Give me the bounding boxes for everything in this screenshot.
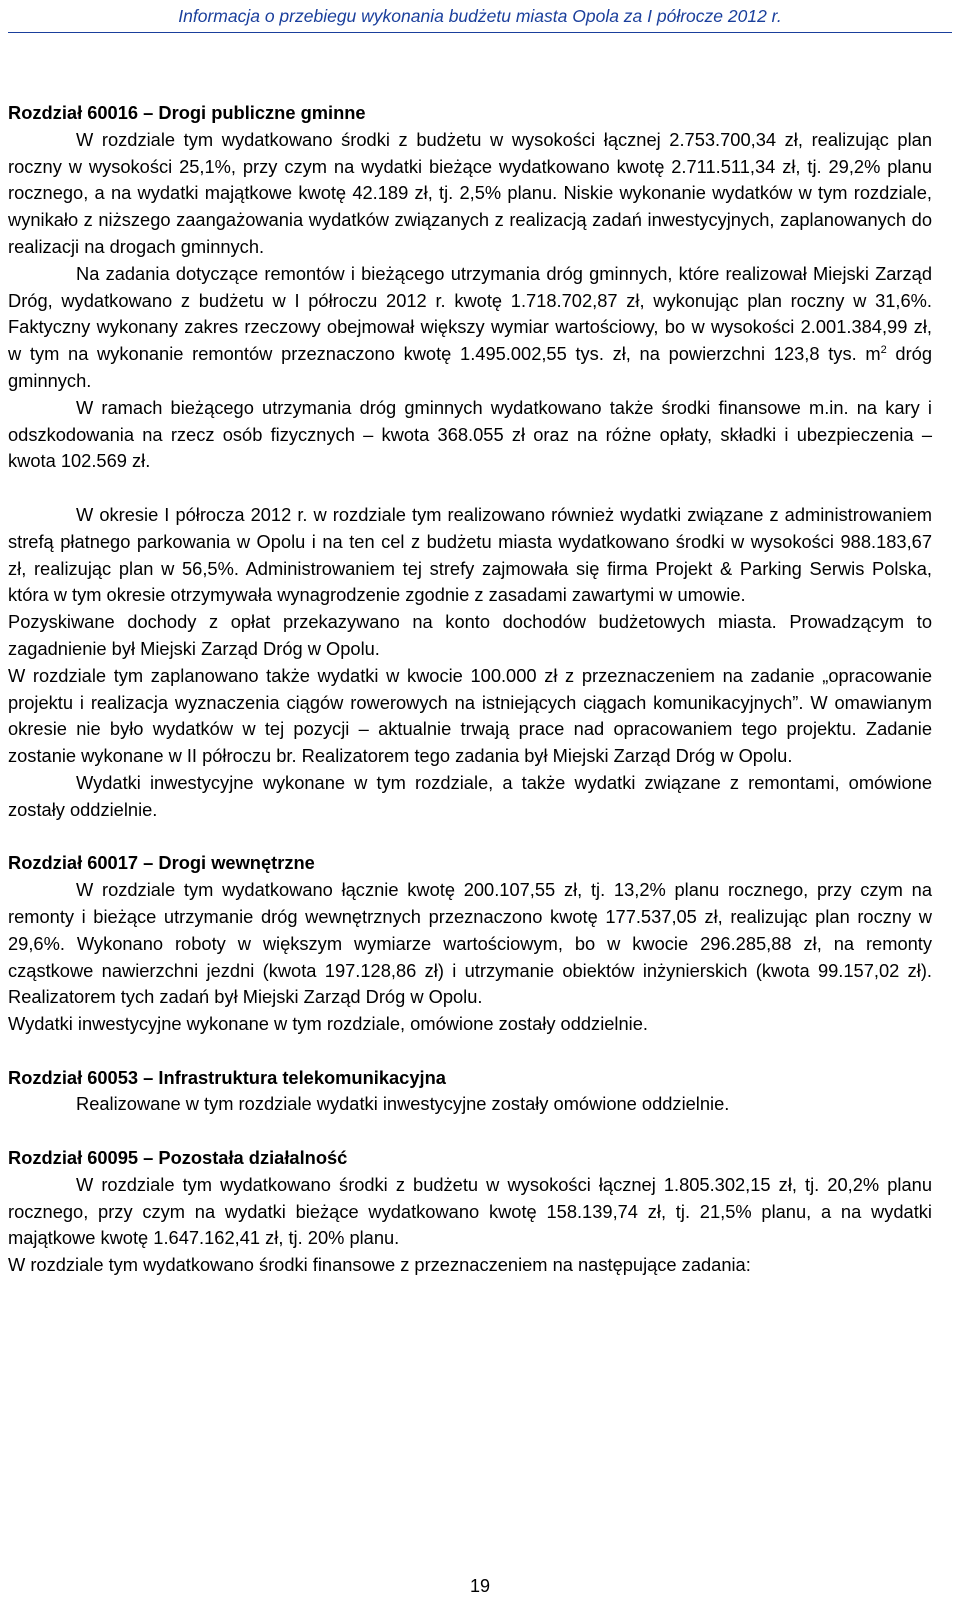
page-number: 19: [469, 1576, 491, 1596]
section-heading-60016: Rozdział 60016 – Drogi publiczne gminne: [8, 102, 366, 123]
paragraph: Wydatki inwestycyjne wykonane w tym rozdziale, a także wydatki związane z remontami, omówione zostały oddzielnie.: [8, 771, 932, 820]
paragraph: W rozdziale tym wydatkowano łącznie kwotę 200.107,55 zł, tj. 13,2% planu rocznego, przy czym na remonty i bieżące utrzymanie dróg wewnętrznych przeznaczono kwotę 177.537,05 zł, realizując plan roczny w 29,6%. Wykonano roboty w większym wymiarze wartościowym, bo w kwocie 296.285,88 zł, na remonty cząstkowe nawierzchni jezdni (kwota 197.128,86 zł) i utrzymanie obiektów inżynierskich (kwota 99.157,02 zł). Realizatorem tych zadań był Miejski Zarząd Dróg w Opolu.: [8, 879, 932, 1008]
section-heading-60095: Rozdział 60095 – Pozostała działalność: [8, 1147, 348, 1169]
paragraph: W rozdziale tym wydatkowano środki z budżetu w wysokości łącznej 1.805.302,15 zł, tj. 20,2% planu rocznego, przy czym na wydatki bieżące wydatkowano kwotę 158.139,74 zł, tj. 21,5% planu, a na wydatki majątkowe kwotę 1.647.162,41 zł, tj. 20% planu.: [8, 1173, 932, 1249]
paragraph: Wydatki inwestycyjne wykonane w tym rozdziale, omówione zostały oddzielnie.: [8, 1013, 648, 1035]
header-rule: [8, 32, 952, 33]
paragraph: W rozdziale tym wydatkowano środki finansowe z przeznaczeniem na następujące zadania:: [8, 1254, 751, 1276]
running-header: Informacja o przebiegu wykonania budżetu miasta Opola za I półrocze 2012 r.: [178, 6, 782, 26]
spacer: [8, 475, 932, 502]
spacer: [8, 1038, 932, 1065]
superscript: 2: [880, 344, 887, 357]
section-heading-60017: Rozdział 60017 – Drogi wewnętrzne: [8, 852, 315, 874]
spacer: [8, 824, 932, 851]
paragraph: W ramach bieżącego utrzymania dróg gminnych wydatkowano także środki finansowe m.in. na kary i odszkodowania na rzecz osób fizycznych – kwota 368.055 zł oraz na różne opłaty, składki i ubezpieczenia – kwota 102.569 zł.: [8, 396, 932, 472]
section-heading-60053: Rozdział 60053 – Infrastruktura telekomunikacyjna: [8, 1066, 446, 1088]
document-body: [8, 100, 932, 1279]
paragraph-text: Na zadania dotyczące remontów i bieżącego utrzymania dróg gminnych, które realizował Miejski Zarząd Dróg, wydatkowano z budżetu w I półroczu 2012 r. kwotę 1.718.702,87 zł, wykonując plan roczny w 31,6%. Faktyczny wykonany zakres rzeczowy obejmował większy wymiar wartościowy, bo w wysokości 2.001.384,99 zł, w tym na wykonanie remontów przeznaczono kwotę 1.495.002,55 tys. zł, na powierzchni 123,8 tys. m: [8, 262, 932, 365]
paragraph: W rozdziale tym wydatkowano środki z budżetu w wysokości łącznej 2.753.700,34 zł, realizując plan roczny w wysokości 25,1%, przy czym na wydatki bieżące wydatkowano kwotę 2.711.511,34 zł, tj. 29,2% planu rocznego, a na wydatki majątkowe kwotę 42.189 zł, tj. 2,5% planu. Niskie wykonanie wydatków w tym rozdziale, wynikało z niższego zaangażowania wydatków związanych z realizacją zadań inwestycyjnych, zaplanowanych do realizacji na drogach gminnych.: [8, 128, 932, 257]
paragraph: [8, 261, 932, 395]
paragraph: W okresie I półrocza 2012 r. w rozdziale tym realizowano również wydatki związane z administrowaniem strefą płatnego parkowania w Opolu i na ten cel z budżetu miasta wydatkowano środki w wysokości 988.183,67 zł, realizując plan w 56,5%. Administrowaniem tej strefy zajmowała się firma Projekt & Parking Serwis Polska, która w tym okresie otrzymywała wynagrodzenie zgodnie z zasadami zawartymi w umowie.: [8, 503, 932, 606]
spacer: [8, 1118, 932, 1145]
paragraph: Pozyskiwane dochody z opłat przekazywano na konto dochodów budżetowych miasta. Prowadzącym to zagadnienie był Miejski Zarząd Dróg w Opolu.: [8, 611, 932, 659]
paragraph-text: dróg gminnych.: [8, 343, 932, 391]
paragraph: Realizowane w tym rozdziale wydatki inwestycyjne zostały omówione oddzielnie.: [76, 1093, 730, 1115]
paragraph: W rozdziale tym zaplanowano także wydatki w kwocie 100.000 zł z przeznaczeniem na zadanie „opracowanie projektu i realizacja wyznaczenia ciągów rowerowych na istniejących ciągach komunikacyjnych”. W omawianym okresie nie było wydatków w tej pozycji – aktualnie trwają prace nad opracowaniem tego projektu. Zadanie zostanie wykonane w II półroczu br. Realizatorem tego zadania był Miejski Zarząd Dróg w Opolu.: [8, 664, 932, 767]
